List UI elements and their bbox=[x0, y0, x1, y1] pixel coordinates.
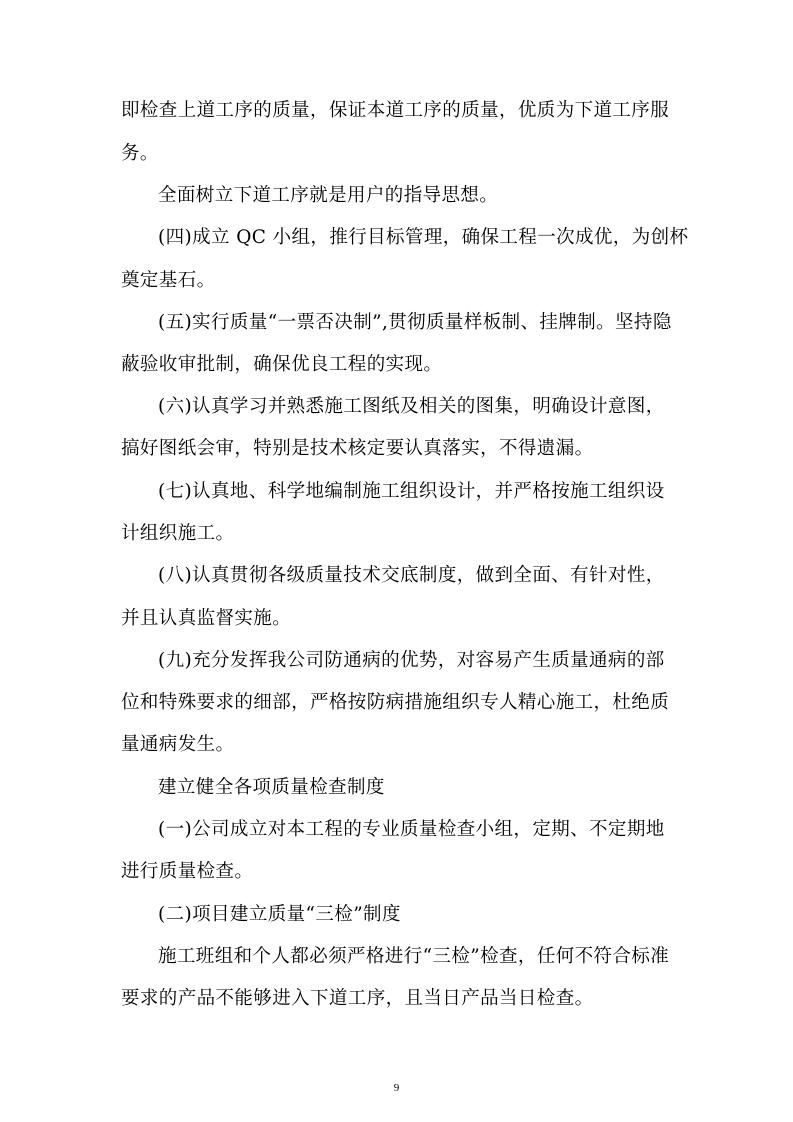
text-line: (一)公司成立对本工程的专业质量检查小组，定期、不定期地 bbox=[158, 819, 665, 840]
text-line: 施工班组和个人都必须严格进行“三检”检查，任何不符合标准 bbox=[158, 946, 670, 967]
text-line: 蔽验收审批制，确保优良工程的实现。 bbox=[121, 354, 443, 375]
text-line: 计组织施工。 bbox=[121, 523, 235, 544]
text-line: (四)成立 QC 小组，推行目标管理，确保工程一次成优，为创杯 bbox=[158, 227, 689, 248]
text-line: 要求的产品不能够进入下道工序，且当日产品当日检查。 bbox=[121, 988, 594, 1009]
text-line: 全面树立下道工序就是用户的指导思想。 bbox=[158, 185, 499, 206]
text-line: 位和特殊要求的细部，严格按防病措施组织专人精心施工，杜绝质 bbox=[121, 692, 670, 713]
text-line: 务。 bbox=[121, 143, 159, 164]
text-line: (九)充分发挥我公司防通病的优势，对容易产生质量通病的部 bbox=[158, 650, 665, 671]
text-line: 即检查上道工序的质量，保证本道工序的质量，优质为下道工序服 bbox=[121, 100, 670, 121]
text-line: (五)实行质量“一票否决制”,贯彻质量样板制、挂牌制。坚持隐 bbox=[158, 312, 672, 333]
text-line: 量通病发生。 bbox=[121, 734, 235, 755]
text-line: 搞好图纸会审，特别是技术核定要认真落实，不得遗漏。 bbox=[121, 438, 594, 459]
text-line: 奠定基石。 bbox=[121, 270, 216, 291]
text-line: 进行质量检查。 bbox=[121, 861, 254, 882]
page-number: 9 bbox=[393, 1082, 400, 1094]
text-line: (六)认真学习并熟悉施工图纸及相关的图集，明确设计意图， bbox=[158, 396, 665, 417]
text-line: (二)项目建立质量“三检”制度 bbox=[158, 904, 401, 925]
text-line: (八)认真贯彻各级质量技术交底制度，做到全面、有针对性， bbox=[158, 565, 665, 586]
text-line: 并且认真监督实施。 bbox=[121, 608, 292, 629]
text-line: (七)认真地、科学地编制施工组织设计，并严格按施工组织设 bbox=[158, 481, 665, 502]
section-heading: 建立健全各项质量检查制度 bbox=[158, 777, 385, 798]
